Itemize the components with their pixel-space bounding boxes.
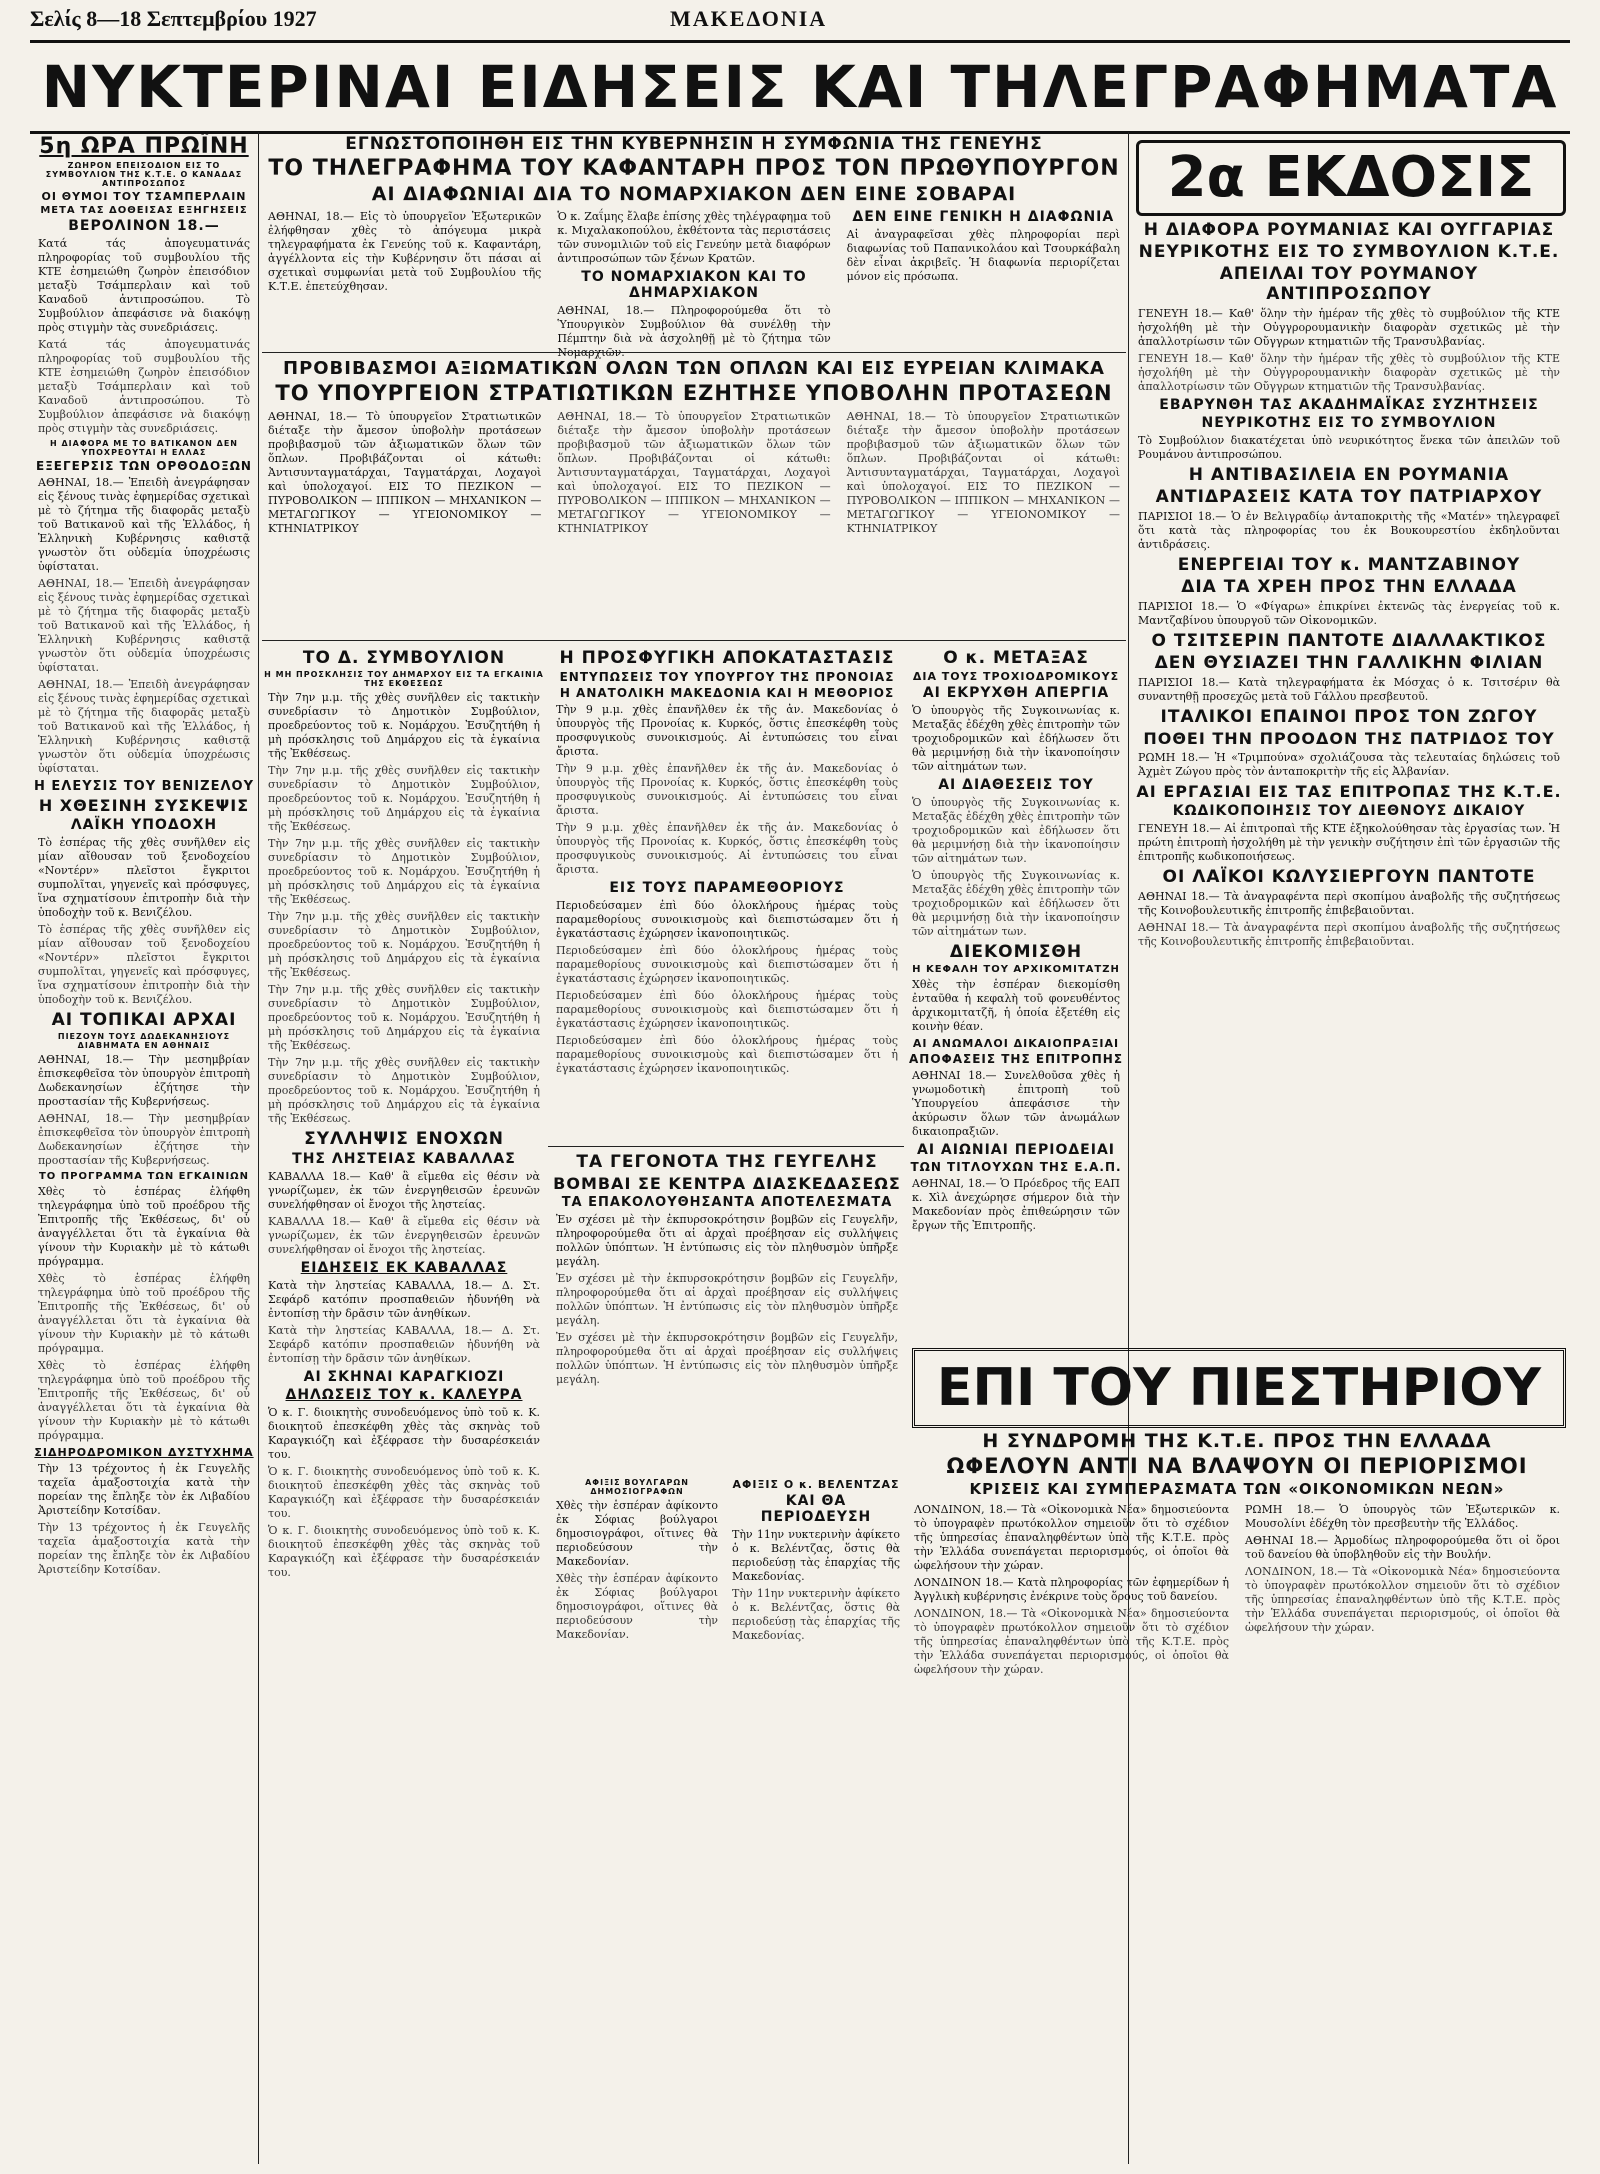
refugee-story: [552, 646, 902, 1142]
subheadline: ΑΝΤΙΔΡΑΣΕΙΣ ΚΑΤΑ ΤΟΥ ΠΑΤΡΙΑΡΧΟΥ: [1155, 487, 1543, 507]
headline: Η ΔΙΑΦΟΡΑ ΜΕ ΤΟ ΒΑΤΙΚΑΝΟΝ ΔΕΝ ΥΠΟΧΡΕΟΥΤΑΙ Η ΕΛΛΑΣ: [50, 439, 238, 457]
article-text: Ὁ ὑπουργὸς τῆς Συγκοινωνίας κ. Μεταξᾶς ἐδέχθη χθὲς ἐπιτροπὴν τῶν τροχιοδρομικῶν καὶ ἐδήλωσεν ὅτι θὰ μεριμνήσῃ διὰ τὴν ἱκανοποίησιν τῶν αἰτημάτων των.: [912, 869, 1120, 938]
article-text: Τὴν 11ην νυκτερινὴν ἀφίκετο ὁ κ. Βελέντζας, ὅστις θὰ περιοδεύσῃ τὰς ἐπαρχίας τῆς Μακεδονίας.: [732, 1587, 900, 1642]
headline: ΑΙ ΤΟΠΙΚΑΙ ΑΡΧΑΙ: [51, 1010, 237, 1030]
article-text: ΠΑΡΙΣΙΟΙ 18.— Κατὰ τηλεγραφήματα ἐκ Μόσχας ὁ κ. Τσιτσέριν θὰ συναντηθῇ προσεχῶς μετὰ τοῦ Γάλλου πρεσβευτοῦ.: [1138, 676, 1560, 703]
headline: ΔΙΕΚΟΜΙΣΘΗ: [949, 942, 1083, 962]
article-text: ΑΘΗΝΑΙ, 18.— Ὁ Πρόεδρος τῆς ΕΑΠ κ. Χὶλ ἀνεχώρησε σήμερον διὰ τὴν Μακεδονίαν πρὸς ἐπιθεώρησιν τῶν ἔργων τῆς Ἐπιτροπῆς.: [912, 1177, 1120, 1232]
subheadline: ΔΗΛΩΣΕΙΣ ΤΟΥ κ. ΚΑΛΕΥΡΑ: [285, 1387, 523, 1403]
article-text: ΑΘΗΝΑΙ, 18.— Τὸ ὑπουργεῖον Στρατιωτικῶν διέταξε τὴν ἄμεσον ὑποβολὴν προτάσεων προβιβασμοῦ τῶν ἀξιωματικῶν ὅλων τῶν ὅπλων. Προβιβάζονται οἱ κάτωθι: Ἀντισυνταγματάρχαι, Ταγματάρχαι, Λοχαγοὶ καὶ ὑπολοχαγοί. ΕΙΣ ΤΟ ΠΕΖΙΚΟΝ — ΠΥΡΟΒΟΛΙΚΟΝ — ΙΠΠΙΚΟΝ — ΜΗΧΑΝΙΚΟΝ — ΜΕΤΑΓΩΓΙΚΟΥ — ΥΓΕΙΟΝΟΜΙΚΟΥ — ΚΤΗΝΙΑΤΡΙΚΟΥ: [557, 410, 831, 535]
subheadline: ΕΒΑΡΥΝΘΗ ΤΑΣ ΑΚΑΔΗΜΑΪΚΑΣ ΣΥΖΗΤΗΣΕΙΣ: [1159, 397, 1539, 413]
article-text: ΑΘΗΝΑΙ 18.— Ἀρμοδίως πληροφορούμεθα ὅτι οἱ ὅροι τοῦ δανείου θὰ ὑποβληθοῦν εἰς τὴν Βουλήν.: [1245, 1534, 1560, 1561]
subheadline: ΔΕΝ ΕΙΝΕ ΓΕΝΙΚΗ Η ΔΙΑΦΩΝΙΑ: [852, 209, 1115, 225]
article-text: Τὴν 13 τρέχοντος ἡ ἐκ Γευγελῆς ταχεῖα ἀμαξοστοιχία κατὰ τὴν πορείαν της ἔπληξε τὸν ἐκ Λιβαδίου Ἀριστείδην Κοτσίδαν.: [38, 1521, 250, 1576]
article-text: Ὁ κ. Ζαΐμης ἔλαβε ἐπίσης χθὲς τηλέγραφημα τοῦ κ. Μιχαλακοπούλου, ἐκθέτοντα τὰς περιστάσεις τῶν συνομιλιῶν τοῦ εἰς Γενεύην μετὰ διαφόρων ἀντιπροσώπων τῶν ξένων Κρατῶν.: [557, 210, 831, 265]
article-text: Τὴν 7ην μ.μ. τῆς χθὲς συνῆλθεν εἰς τακτικὴν συνεδρίασιν τὸ Δημοτικὸν Συμβούλιον, προεδρεύοντος τοῦ κ. Νομάρχου. Ἐσυζητήθη ἡ μὴ πρόσκλησις τοῦ Δημάρχου εἰς τὰ ἐγκαίνια τῆς Ἐκθέσεως.: [268, 691, 540, 760]
article-columns: [264, 407, 1124, 539]
subheadline: Η ΚΕΦΑΛΗ ΤΟΥ ΑΡΧΙΚΟΜΙΤΑΤΖΗ: [912, 964, 1120, 975]
velentzas-story: [728, 1476, 904, 2166]
article-text: Τὴν 7ην μ.μ. τῆς χθὲς συνῆλθεν εἰς τακτικὴν συνεδρίασιν τὸ Δημοτικὸν Συμβούλιον, προεδρεύοντος τοῦ κ. Νομάρχου. Ἐσυζητήθη ἡ μὴ πρόσκλησις τοῦ Δημάρχου εἰς τὰ ἐγκαίνια τῆς Ἐκθέσεως.: [268, 764, 540, 833]
article-text: ΛΟΝΔΙΝΟΝ, 18.— Τὰ «Οἰκονομικὰ Νέα» δημοσιεύοντα τὸ ὑπογραφὲν πρωτόκολλον σημειοῦν ὅτι τὸ σχέδιον τῆς ὑπηρεσίας ἐπαναληφθέντων ὑπὸ τῆς Κ.Τ.Ε. πρὸς τὴν Ἑλλάδα συνεπάγεται περιορισμούς, οἱ ὁποῖοι θὰ ὠφελήσουν τὴν χώραν.: [914, 1503, 1229, 1572]
article-text: Χθὲς τὸ ἑσπέρας ἐλήφθη τηλεγράφημα ὑπὸ τοῦ προέδρου τῆς Ἐπιτροπῆς τῆς Ἐκθέσεως, δι' οὗ ἀναγγέλλεται ὅτι τὰ ἐγκαίνια θὰ γίνουν τὴν Κυριακὴν μὲ τὸ κάτωθι πρόγραμμα.: [38, 1359, 250, 1442]
subheadline: Η ΜΗ ΠΡΟΣΚΛΗΣΙΣ ΤΟΥ ΔΗΜΑΡΧΟΥ ΕΙΣ ΤΑ ΕΓΚΑΙΝΙΑ ΤΗΣ ΕΚΘΕΣΕΩΣ: [264, 670, 544, 688]
article-text: Χθὲς τὴν ἑσπέραν ἀφίκοντο ἐκ Σόφιας βούλγαροι δημοσιογράφοι, οἵτινες θὰ περιοδεύσουν τὴν Μακεδονίαν.: [556, 1572, 718, 1641]
left-column: [34, 132, 254, 2164]
subheadline: Η ΑΝΑΤΟΛΙΚΗ ΜΑΚΕΔΟΝΙΑ ΚΑΙ Η ΜΕΘΟΡΙΟΣ: [559, 686, 895, 700]
subheadline: ΝΕΥΡΙΚΟΤΗΣ ΕΙΣ ΤΟ ΣΥΜΒΟΥΛΙΟΝ Κ.Τ.Ε.: [1138, 242, 1560, 262]
headline: 5η ΩΡΑ ΠΡΩΪΝΗ: [39, 134, 249, 159]
article-text: ΑΘΗΝΑΙ, 18.— Ἐπειδὴ ἀνεγράφησαν εἰς ξένους τινὰς ἐφημερίδας σχετικαὶ μὲ τὸ ζήτημα τῆς διαφορᾶς μεταξὺ τοῦ Βατικανοῦ καὶ τῆς Ἑλλάδος, ἡ Ἑλληνικὴ Κυβέρνησις καθιστᾷ γνωστὸν ὅτι οὐδεμία ὑποχρέωσις ὑφίσταται.: [38, 476, 250, 573]
paper-name: ΜΑΚΕΔΟΝΙΑ: [670, 6, 828, 31]
subheadline: ΟΙ ΘΥΜΟΙ ΤΟΥ ΤΣΑΜΠΕΡΛΑΙΝ: [41, 190, 247, 203]
article-text: ΡΩΜΗ 18.— Ἡ «Τριμπούνα» σχολιάζουσα τὰς τελευταίας δηλώσεις τοῦ Ἀχμὲτ Ζώγου πρὸς τὸν ἀνταποκριτὴν τῆς εἰς Ἀλβανίαν.: [1138, 751, 1560, 778]
article-text: ΑΘΗΝΑΙ, 18.— Ἐπειδὴ ἀνεγράφησαν εἰς ξένους τινὰς ἐφημερίδας σχετικαὶ μὲ τὸ ζήτημα τῆς διαφορᾶς μεταξὺ τοῦ Βατικανοῦ καὶ τῆς Ἑλλάδος, ἡ Ἑλληνικὴ Κυβέρνησις καθιστᾷ γνωστὸν ὅτι οὐδεμία ὑποχρέωσις ὑφίσταται.: [38, 577, 250, 674]
subheadline: ΔΙΑ ΤΟΥΣ ΤΡΟΧΙΟΔΡΟΜΙΚΟΥΣ: [912, 670, 1120, 683]
headline: ΤΟ ΥΠΟΥΡΓΕΙΟΝ ΣΤΡΑΤΙΩΤΙΚΩΝ ΕΖΗΤΗΣΕ ΥΠΟΒΟΛΗΝ ΠΡΟΤΑΣΕΩΝ: [275, 381, 1113, 405]
headline: ΑΙ ΣΚΗΝΑΙ ΚΑΡΑΓΚΙΟΖΙ: [303, 1369, 505, 1385]
subheadline: ΤΟ ΝΟΜΑΡΧΙΑΚΟΝ ΚΑΙ ΤΟ ΔΗΜΑΡΧΙΑΚΟΝ: [581, 269, 807, 301]
article-text: ΑΘΗΝΑΙ 18.— Τὰ ἀναγραφέντα περὶ σκοπίμου ἀναβολῆς τῆς συζητήσεως τῆς Κοινοβουλευτικῆς ἐπιτροπῆς ἐπιβεβαιοῦνται.: [1138, 921, 1560, 948]
subheadline: ΕΙΣ ΤΟΥΣ ΠΑΡΑΜΕΘΟΡΙΟΥΣ: [609, 880, 845, 896]
article-column: [553, 407, 834, 539]
article-columns: [264, 207, 1124, 363]
article-text: Τὴν 7ην μ.μ. τῆς χθὲς συνῆλθεν εἰς τακτικὴν συνεδρίασιν τὸ Δημοτικὸν Συμβούλιον, προεδρεύοντος τοῦ κ. Νομάρχου. Ἐσυζητήθη ἡ μὴ πρόσκλησις τοῦ Δημάρχου εἰς τὰ ἐγκαίνια τῆς Ἐκθέσεως.: [268, 1056, 540, 1125]
article-column: [553, 207, 834, 363]
headline: ΕΝΕΡΓΕΙΑΙ ΤΟΥ κ. ΜΑΝΤΖΑΒΙΝΟΥ: [1177, 555, 1521, 575]
headline: ΑΦΙΞΙΣ ΒΟΥΛΓΑΡΩΝ ΔΗΜΟΣΙΟΓΡΑΦΩΝ: [585, 1478, 689, 1496]
headline: ΤΟ ΠΡΟΓΡΑΜΜΑ ΤΩΝ ΕΓΚΑΙΝΙΩΝ: [38, 1171, 250, 1182]
headline: Η ΑΝΤΙΒΑΣΙΛΕΙΑ ΕΝ ΡΟΥΜΑΝΙΑ: [1188, 465, 1510, 485]
article-text: Περιοδεύσαμεν ἐπὶ δύο ὁλοκλήρους ἡμέρας τοὺς παραμεθορίους συνοικισμοὺς καὶ διεπιστώσαμεν ὅτι ἡ ἐγκατάστασις ἐχώρησεν ἱκανοποιητικῶς.: [556, 1034, 898, 1075]
article-text: Ἐν σχέσει μὲ τὴν ἐκπυρσοκρότησιν βομβῶν εἰς Γευγελῆν, πληροφορούμεθα ὅτι αἱ ἀρχαὶ προέβησαν εἰς συλλήψεις πολλῶν ὑπόπτων. Ἡ ἐντύπωσις εἰς τὸν πληθυσμὸν ὑπῆρξε μεγάλη.: [556, 1272, 898, 1327]
subheadline: ΑΠΕΙΛΑΙ ΤΟΥ ΡΟΥΜΑΝΟΥ ΑΝΤΙΠΡΟΣΩΠΟΥ: [1219, 264, 1479, 304]
article-text: Περιοδεύσαμεν ἐπὶ δύο ὁλοκλήρους ἡμέρας τοὺς παραμεθορίους συνοικισμοὺς καὶ διεπιστώσαμεν ὅτι ἡ ἐγκατάστασις ἐχώρησεν ἱκανοποιητικῶς.: [556, 899, 898, 940]
article-text: Τὴν 13 τρέχοντος ἡ ἐκ Γευγελῆς ταχεῖα ἀμαξοστοιχία κατὰ τὴν πορείαν της ἔπληξε τὸν ἐκ Λιβαδίου Ἀριστείδην Κοτσίδαν.: [38, 1462, 250, 1517]
article-text: Τὴν 11ην νυκτερινὴν ἀφίκετο ὁ κ. Βελέντζας, ὅστις θὰ περιοδεύσῃ τὰς ἐπαρχίας τῆς Μακεδονίας.: [732, 1528, 900, 1583]
article-text: Ὁ ὑπουργὸς τῆς Συγκοινωνίας κ. Μεταξᾶς ἐδέχθη χθὲς ἐπιτροπὴν τῶν τροχιοδρομικῶν καὶ ἐδήλωσεν ὅτι θὰ μεριμνήσῃ διὰ τὴν ἱκανοποίησιν τῶν αἰτημάτων των.: [912, 704, 1120, 773]
headline: ΤΟ Δ. ΣΥΜΒΟΥΛΙΟΝ: [302, 648, 506, 668]
article-text: Ὁ κ. Γ. διοικητὴς συνοδευόμενος ὑπὸ τοῦ κ. Κ. διοικητοῦ ἐπεσκέφθη χθὲς τὰς σκηνὰς τοῦ Καραγκιόζη καὶ ἐξέφρασε τὴν δυσαρέσκειάν του.: [268, 1406, 540, 1461]
headline: Η ΠΡΟΣΦΥΓΙΚΗ ΑΠΟΚΑΤΑΣΤΑΣΙΣ: [559, 648, 895, 668]
press-box: ΕΠΙ ΤΟΥ ΠΙΕΣΤΗΡΙΟΥ: [912, 1348, 1566, 1428]
article-text: Τὴν 9 μ.μ. χθὲς ἐπανῆλθεν ἐκ τῆς ἀν. Μακεδονίας ὁ ὑπουργὸς τῆς Προνοίας κ. Κυρκός, ὅστις ἐπεσκέφθη τοὺς προσφυγικοὺς συνοικισμούς. Αἱ ἐντυπώσεις του εἶναι ἄριστα.: [556, 762, 898, 817]
article-text: Περιοδεύσαμεν ἐπὶ δύο ὁλοκλήρους ἡμέρας τοὺς παραμεθορίους συνοικισμοὺς καὶ διεπιστώσαμεν ὅτι ἡ ἐγκατάστασις ἐχώρησεν ἱκανοποιητικῶς.: [556, 989, 898, 1030]
subheadline: ΠΙΕΖΟΥΝ ΤΟΥΣ ΔΩΔΕΚΑΝΗΣΙΟΥΣ ΔΙΑΒΗΜΑΤΑ ΕΝ ΑΘΗΝΑΙΣ: [57, 1032, 231, 1050]
section-rule: [262, 640, 1126, 641]
section-rule: [262, 352, 1126, 353]
subheadline: ΑΙ ΔΙΑΘΕΣΕΙΣ ΤΟΥ: [938, 777, 1094, 793]
article-column: [264, 407, 545, 539]
headline: Η ΣΥΝΔΡΟΜΗ ΤΗΣ Κ.Τ.Ε. ΠΡΟΣ ΤΗΝ ΕΛΛΑΔΑ: [982, 1430, 1492, 1452]
headline: ΑΙ ΕΡΓΑΣΙΑΙ ΕΙΣ ΤΑΣ ΕΠΙΤΡΟΠΑΣ ΤΗΣ Κ.Τ.Ε.: [1136, 782, 1562, 801]
article-text: Κατὰ τὴν ληστείας ΚΑΒΑΛΛΑ, 18.— Δ. Στ. Σεφάρδ κατόπιν προσπαθειῶν ἠδυνήθη νὰ ἐντοπίσῃ τὴν δρᾶσιν τῶν ἀνηθίκων.: [268, 1324, 540, 1365]
subheadline: ΚΑΙ ΘΑ ΠΕΡΙΟΔΕΥΣΗ: [760, 1493, 872, 1525]
article-column: [264, 207, 545, 363]
headline: ΕΙΔΗΣΕΙΣ ΕΚ ΚΑΒΑΛΛΑΣ: [300, 1260, 508, 1276]
article-text: Τὸ ἑσπέρας τῆς χθὲς συνῆλθεν εἰς μίαν αἴθουσαν τοῦ ξενοδοχείου «Νοντέρν» πλεῖστοι ἔγκριτοι συμπολῖται, γηγενεῖς καὶ πρόσφυγες, ἵνα σχηματίσουν ἐπιτροπὴν διὰ τὴν ὑποδοχὴν τοῦ κ. Βενιζέλου.: [38, 836, 250, 919]
article-text: Τὸ Συμβούλιον διακατέχεται ὑπὸ νευρικότητος ἕνεκα τῶν ἀπειλῶν τοῦ Ρουμάνου ἀντιπροσώπου.: [1138, 434, 1560, 461]
subheadline: ΕΝΤΥΠΩΣΕΙΣ ΤΟΥ ΥΠΟΥΡΓΟΥ ΤΗΣ ΠΡΟΝΟΙΑΣ: [559, 670, 895, 684]
gevgeli-story: [552, 1150, 902, 1470]
article-text: Ὁ κ. Γ. διοικητὴς συνοδευόμενος ὑπὸ τοῦ κ. Κ. διοικητοῦ ἐπεσκέφθη χθὲς τὰς σκηνὰς τοῦ Καραγκιόζη καὶ ἐξέφρασε τὴν δυσαρέσκειάν του.: [268, 1465, 540, 1520]
article-text: Χθὲς τὴν ἑσπέραν διεκομίσθη ἐνταῦθα ἡ κεφαλὴ τοῦ φονευθέντος ἀρχικομιτατζῆ, ἡ ὁποία ἐξετέθη εἰς κοινὴν θέαν.: [912, 978, 1120, 1033]
subheadline: ΔΙΑ ΤΑ ΧΡΕΗ ΠΡΟΣ ΤΗΝ ΕΛΛΑΔΑ: [1181, 577, 1517, 597]
article-text: Χθὲς τὸ ἑσπέρας ἐλήφθη τηλεγράφημα ὑπὸ τοῦ προέδρου τῆς Ἐπιτροπῆς τῆς Ἐκθέσεως, δι' οὗ ἀναγγέλλεται ὅτι τὰ ἐγκαίνια θὰ γίνουν τὴν Κυριακὴν μὲ τὸ κάτωθι πρόγραμμα.: [38, 1272, 250, 1355]
article-text: Ὁ κ. Γ. διοικητὴς συνοδευόμενος ὑπὸ τοῦ κ. Κ. διοικητοῦ ἐπεσκέφθη χθὲς τὰς σκηνὰς τοῦ Καραγκιόζη καὶ ἐξέφρασε τὴν δυσαρέσκειάν του.: [268, 1524, 540, 1579]
article-text: Περιοδεύσαμεν ἐπὶ δύο ὁλοκλήρους ἡμέρας τοὺς παραμεθορίους συνοικισμοὺς καὶ διεπιστώσαμεν ὅτι ἡ ἐγκατάστασις ἐχώρησεν ἱκανοποιητικῶς.: [556, 944, 898, 985]
headline: ΑΙ ΑΝΩΜΑΛΟΙ ΔΙΚΑΙΟΠΡΑΞΙΑΙ: [912, 1037, 1120, 1050]
journalists-story: [552, 1476, 722, 2166]
article-text: Κατά τάς ἀπογευματινάς πληροφορίας τοῦ συμβουλίου τῆς ΚΤΕ ἐσημειώθη ζωηρὸν ἐπεισόδιον μεταξὺ Τσάμπερλαιν καὶ τοῦ Καναδοῦ ἀντιπροσώπου. Τὸ Συμβούλιον ἀπεφάσισε νὰ διακόψῃ πρὸς στιγμὴν τὰς συνεδριάσεις.: [38, 338, 250, 435]
middle-right-column: [908, 646, 1124, 1346]
subheadline: ΒΟΜΒΑΙ ΣΕ ΚΕΝΤΡΑ ΔΙΑΣΚΕΔΑΣΕΩΣ: [553, 1174, 901, 1193]
headline: ΤΟ ΤΗΛΕΓΡΑΦΗΜΑ ΤΟΥ ΚΑΦΑΝΤΑΡΗ ΠΡΟΣ ΤΟΝ ΠΡΩΘΥΠΟΥΡΓΟΝ: [268, 156, 1120, 181]
article-text: Τὸ ἑσπέρας τῆς χθὲς συνῆλθεν εἰς μίαν αἴθουσαν τοῦ ξενοδοχείου «Νοντέρν» πλεῖστοι ἔγκριτοι συμπολῖται, γηγενεῖς καὶ πρόσφυγες, ἵνα σχηματίσουν ἐπιτροπὴν διὰ τὴν ὑποδοχὴν τοῦ κ. Βενιζέλου.: [38, 923, 250, 1006]
article-columns: [910, 1500, 1564, 1680]
subheadline: ΜΕΤΑ ΤΑΣ ΔΟΘΕΙΣΑΣ ΕΞΗΓΗΣΕΙΣ: [40, 205, 248, 216]
subheadline: Η ΧΘΕΣΙΝΗ ΣΥΣΚΕΨΙΣ: [38, 796, 250, 815]
article-text: Τὴν 9 μ.μ. χθὲς ἐπανῆλθεν ἐκ τῆς ἀν. Μακεδονίας ὁ ὑπουργὸς τῆς Προνοίας κ. Κυρκός, ὅστις ἐπεσκέφθη τοὺς προσφυγικοὺς συνοικισμούς. Αἱ ἐντυπώσεις του εἶναι ἄριστα.: [556, 703, 898, 758]
subheadline: ΕΞΕΓΕΡΣΙΣ ΤΩΝ ΟΡΘΟΔΟΞΩΝ: [36, 459, 252, 473]
article-text: Τὴν 7ην μ.μ. τῆς χθὲς συνῆλθεν εἰς τακτικὴν συνεδρίασιν τὸ Δημοτικὸν Συμβούλιον, προεδρεύοντος τοῦ κ. Νομάρχου. Ἐσυζητήθη ἡ μὴ πρόσκλησις τοῦ Δημάρχου εἰς τὰ ἐγκαίνια τῆς Ἐκθέσεως.: [268, 837, 540, 906]
column-rule: [258, 132, 259, 2164]
issue-date: Σελίς 8—18 Σεπτεμβρίου 1927: [30, 6, 317, 31]
subheadline: ΑΠΟΦΑΣΕΙΣ ΤΗΣ ΕΠΙΤΡΟΠΗΣ: [908, 1052, 1124, 1066]
article-text: ΓΕΝΕΥΗ 18.— Καθ' ὅλην τὴν ἡμέραν τῆς χθὲς τὸ συμβούλιον τῆς ΚΤΕ ἠσχολήθη μὲ τὴν Οὐγγρορουμανικὴν διαφορὰν σχετικῶς μὲ τὴν ἀπαλλοτρίωσιν τῶν Οὔγγρων κτηματιῶν τῆς Τρανσυλβανίας.: [1138, 352, 1560, 393]
main-story: [264, 132, 1124, 359]
edition-box: 2α ΕΚΔΟΣΙΣ: [1136, 140, 1566, 216]
subheadline: ΛΑΪΚΗ ΥΠΟΔΟΧΗ: [70, 817, 218, 833]
article-text: ΑΘΗΝΑΙ, 18.— Τὸ ὑπουργεῖον Στρατιωτικῶν διέταξε τὴν ἄμεσον ὑποβολὴν προτάσεων προβιβασμοῦ τῶν ἀξιωματικῶν ὅλων τῶν ὅπλων. Προβιβάζονται οἱ κάτωθι: Ἀντισυνταγματάρχαι, Ταγματάρχαι, Λοχαγοὶ καὶ ὑπολοχαγοί. ΕΙΣ ΤΟ ΠΕΖΙΚΟΝ — ΠΥΡΟΒΟΛΙΚΟΝ — ΙΠΠΙΚΟΝ — ΜΗΧΑΝΙΚΟΝ — ΜΕΤΑΓΩΓΙΚΟΥ — ΥΓΕΙΟΝΟΜΙΚΟΥ — ΚΤΗΝΙΑΤΡΙΚΟΥ: [268, 410, 542, 535]
subheadline: ΔΕΝ ΘΥΣΙΑΖΕΙ ΤΗΝ ΓΑΛΛΙΚΗΝ ΦΙΛΙΑΝ: [1154, 653, 1544, 673]
subheadline: ΤΩΝ ΤΙΤΛΟΥΧΩΝ ΤΗΣ Ε.Α.Π.: [910, 1160, 1122, 1174]
headline: ΕΓΝΩΣΤΟΠΟΙΗΘΗ ΕΙΣ ΤΗΝ ΚΥΒΕΡΝΗΣΙΝ Η ΣΥΜΦΩΝΙΑ ΤΗΣ ΓΕΝΕΥΗΣ: [345, 134, 1043, 154]
article-text: Τὴν 9 μ.μ. χθὲς ἐπανῆλθεν ἐκ τῆς ἀν. Μακεδονίας ὁ ὑπουργὸς τῆς Προνοίας κ. Κυρκός, ὅστις ἐπεσκέφθη τοὺς προσφυγικοὺς συνοικισμούς. Αἱ ἐντυπώσεις του εἶναι ἄριστα.: [556, 821, 898, 876]
article-text: ΓΕΝΕΥΗ 18.— Καθ' ὅλην τὴν ἡμέραν τῆς χθὲς τὸ συμβούλιον τῆς ΚΤΕ ἠσχολήθη μὲ τὴν Οὐγγρορουμανικὴν διαφορὰν σχετικῶς μὲ τὴν ἀπαλλοτρίωσιν τῶν Οὔγγρων κτηματιῶν τῆς Τρανσυλβανίας.: [1138, 307, 1560, 348]
article-text: ΚΑΒΑΛΛΑ 18.— Καθ' ἃ εἴμεθα εἰς θέσιν νὰ γνωρίζωμεν, ἐκ τῶν ἐνεργηθεισῶν ἐρευνῶν συνελήφθησαν οἱ ἔνοχοι τῆς ληστείας.: [268, 1215, 540, 1256]
subheadline: ΠΟΘΕΙ ΤΗΝ ΠΡΟΟΔΟΝ ΤΗΣ ΠΑΤΡΙΔΟΣ ΤΟΥ: [1143, 729, 1555, 748]
headline: ΣΥΛΛΗΨΙΣ ΕΝΟΧΩΝ: [304, 1129, 504, 1149]
middle-left-column: [264, 646, 544, 1579]
headline: ΠΡΟΒΙΒΑΣΜΟΙ ΑΞΙΩΜΑΤΙΚΩΝ ΟΛΩΝ ΤΩΝ ΟΠΛΩΝ ΚΑΙ ΕΙΣ ΕΥΡΕΙΑΝ ΚΛΙΜΑΚΑ: [283, 358, 1105, 379]
article-text: Ὁ ὑπουργὸς τῆς Συγκοινωνίας κ. Μεταξᾶς ἐδέχθη χθὲς ἐπιτροπὴν τῶν τροχιοδρομικῶν καὶ ἐδήλωσεν ὅτι θὰ μεριμνήσῃ διὰ τὴν ἱκανοποίησιν τῶν αἰτημάτων των.: [912, 796, 1120, 865]
masthead-title: ΝΥΚΤΕΡΙΝΑΙ ΕΙΔΗΣΕΙΣ ΚΑΙ ΤΗΛΕΓΡΑΦΗΜΑΤΑ: [30, 40, 1570, 134]
article-text: Ἐν σχέσει μὲ τὴν ἐκπυρσοκρότησιν βομβῶν εἰς Γευγελῆν, πληροφορούμεθα ὅτι αἱ ἀρχαὶ προέβησαν εἰς συλλήψεις πολλῶν ὑπόπτων. Ἡ ἐντύπωσις εἰς τὸν πληθυσμὸν ὑπῆρξε μεγάλη.: [556, 1213, 898, 1268]
right-column: [1134, 218, 1564, 1338]
subheadline: ΝΕΥΡΙΚΟΤΗΣ ΕΙΣ ΤΟ ΣΥΜΒΟΥΛΙΟΝ: [1201, 415, 1497, 431]
top-line: [30, 6, 1570, 34]
subheadline: ΚΡΙΣΕΙΣ ΚΑΙ ΣΥΜΠΕΡΑΣΜΑΤΑ ΤΩΝ «ΟΙΚΟΝΟΜΙΚΩΝ ΝΕΩΝ»: [969, 1480, 1505, 1498]
article-text: ΛΟΝΔΙΝΟΝ, 18.— Τὰ «Οἰκονομικὰ Νέα» δημοσιεύοντα τὸ ὑπογραφὲν πρωτόκολλον σημειοῦν ὅτι τὸ σχέδιον τῆς ὑπηρεσίας ἐπαναληφθέντων ὑπὸ τῆς Κ.Τ.Ε. πρὸς τὴν Ἑλλάδα συνεπάγεται περιορισμούς, οἱ ὁποῖοι θὰ ὠφελήσουν τὴν χώραν.: [1245, 1565, 1560, 1634]
section-rule: [548, 1146, 904, 1147]
headline: ΟΙ ΛΑΪΚΟΙ ΚΩΛΥΣΙΕΡΓΟΥΝ ΠΑΝΤΟΤΕ: [1162, 867, 1536, 887]
article-text: Τὴν 7ην μ.μ. τῆς χθὲς συνῆλθεν εἰς τακτικὴν συνεδρίασιν τὸ Δημοτικὸν Συμβούλιον, προεδρεύοντος τοῦ κ. Νομάρχου. Ἐσυζητήθη ἡ μὴ πρόσκλησις τοῦ Δημάρχου εἰς τὰ ἐγκαίνια τῆς Ἐκθέσεως.: [268, 910, 540, 979]
article-text: ΠΑΡΙΣΙΟΙ 18.— Ὁ «Φίγαρω» ἐπικρίνει ἐκτενῶς τὰς ἐνεργείας τοῦ κ. Μαντζαβίνου ὑπουργοῦ τῶν Οἰκονομικῶν.: [1138, 600, 1560, 627]
article-text: ΓΕΝΕΥΗ 18.— Αἱ ἐπιτροπαὶ τῆς ΚΤΕ ἐξηκολούθησαν τὰς ἐργασίας των. Ἡ πρώτη ἐπιτροπὴ ἠσχολήθη μὲ τὴν γενικὴν συζήτησιν ἐπὶ τῶν ἐργασιῶν τῆς ἐπιτροπῆς κωδικοποιήσεως.: [1138, 822, 1560, 863]
article-text: ΑΘΗΝΑΙ, 18.— Ἐπειδὴ ἀνεγράφησαν εἰς ξένους τινὰς ἐφημερίδας σχετικαὶ μὲ τὸ ζήτημα τῆς διαφορᾶς μεταξὺ τοῦ Βατικανοῦ καὶ τῆς Ἑλλάδος, ἡ Ἑλληνικὴ Κυβέρνησις καθιστᾷ γνωστὸν ὅτι οὐδεμία ὑποχρέωσις ὑφίσταται.: [38, 678, 250, 775]
subheadline: ΤΗΣ ΛΗΣΤΕΙΑΣ ΚΑΒΑΛΛΑΣ: [292, 1151, 516, 1167]
article-text: ΠΑΡΙΣΙΟΙ 18.— Ὁ ἐν Βελιγραδίῳ ἀνταποκριτὴς τῆς «Ματέν» τηλεγραφεῖ ὅτι κατὰ τὰς πληροφορίας του ἐκ Βουκουρεστίου ἐκδηλοῦνται ἀντιδράσεις.: [1138, 510, 1560, 551]
article-text: Τὴν 7ην μ.μ. τῆς χθὲς συνῆλθεν εἰς τακτικὴν συνεδρίασιν τὸ Δημοτικὸν Συμβούλιον, προεδρεύοντος τοῦ κ. Νομάρχου. Ἐσυζητήθη ἡ μὴ πρόσκλησις τοῦ Δημάρχου εἰς τὰ ἐγκαίνια τῆς Ἐκθέσεως.: [268, 983, 540, 1052]
article-text: Χθὲς τὸ ἑσπέρας ἐλήφθη τηλεγράφημα ὑπὸ τοῦ προέδρου τῆς Ἐπιτροπῆς τῆς Ἐκθέσεως, δι' οὗ ἀναγγέλλεται ὅτι τὰ ἐγκαίνια θὰ γίνουν τὴν Κυριακὴν μὲ τὸ κάτωθι πρόγραμμα.: [38, 1185, 250, 1268]
headline: ΑΦΙΞΙΣ Ο κ. ΒΕΛΕΝΤΖΑΣ: [732, 1478, 900, 1491]
press-story: [910, 1428, 1564, 2164]
subheadline: ΑΙ ΕΚΡΥΧΘΗ ΑΠΕΡΓΙΑ: [922, 685, 1110, 701]
article-text: Ἐν σχέσει μὲ τὴν ἐκπυρσοκρότησιν βομβῶν εἰς Γευγελῆν, πληροφορούμεθα ὅτι αἱ ἀρχαὶ προέβησαν εἰς συλλήψεις πολλῶν ὑπόπτων. Ἡ ἐντύπωσις εἰς τὸν πληθυσμὸν ὑπῆρξε μεγάλη.: [556, 1331, 898, 1386]
headline: ΤΑ ΓΕΓΟΝΟΤΑ ΤΗΣ ΓΕΥΓΕΛΗΣ: [576, 1152, 878, 1172]
subheadline: ΤΑ ΕΠΑΚΟΛΟΥΘΗΣΑΝΤΑ ΑΠΟΤΕΛΕΣΜΑΤΑ: [561, 1195, 893, 1210]
article-text: ΑΘΗΝΑΙ, 18.— Εἰς τὸ ὑπουργεῖον Ἐξωτερικῶν ἐλήφθησαν χθὲς τὸ ἀπόγευμα μικρὰ τηλεγραφήματα ἐκ Γενεύης τοῦ κ. Καφαντάρη, ἀγγέλλοντα εἰς τὴν Κυβέρνησιν ὅτι πάσαι αἱ σχετικαὶ συμφωνίαι μετὰ τοῦ Συμβουλίου τῆς Κ.Τ.Ε. ἐπετεύχθησαν.: [268, 210, 542, 293]
headline: Η ΕΛΕΥΣΙΣ ΤΟΥ ΒΕΝΙΖΕΛΟΥ: [34, 779, 254, 794]
article-text: Κατά τάς ἀπογευματινάς πληροφορίας τοῦ συμβουλίου τῆς ΚΤΕ ἐσημειώθη ζωηρὸν ἐπεισόδιον μεταξὺ Τσάμπερλαιν καὶ τοῦ Καναδοῦ ἀντιπροσώπου. Τὸ Συμβούλιον ἀπεφάσισε νὰ διακόψῃ πρὸς στιγμὴν τὰς συνεδριάσεις.: [38, 237, 250, 334]
article-text: Κατὰ τὴν ληστείας ΚΑΒΑΛΛΑ, 18.— Δ. Στ. Σεφάρδ κατόπιν προσπαθειῶν ἠδυνήθη νὰ ἐντοπίσῃ τὴν δρᾶσιν τῶν ἀνηθίκων.: [268, 1279, 540, 1320]
promotions-story: [264, 356, 1124, 638]
headline: Ο ΤΣΙΤΣΕΡΙΝ ΠΑΝΤΟΤΕ ΔΙΑΛΛΑΚΤΙΚΟΣ: [1151, 631, 1547, 651]
article-text: Αἱ ἀναγραφεῖσαι χθὲς πληροφορίαι περὶ διαφωνίας τοῦ Παπανικολάου καὶ Τσουρκάβαλη δὲν εἶναι ἀκριβεῖς. Ἡ διαφωνία περιορίζεται μόνον εἰς πρόσωπα.: [846, 228, 1120, 283]
article-column: [843, 407, 1124, 539]
headline: Η ΔΙΑΦΟΡΑ ΡΟΥΜΑΝΙΑΣ ΚΑΙ ΟΥΓΓΑΡΙΑΣ: [1143, 220, 1555, 240]
article-column: [1241, 1500, 1564, 1680]
headline: ΑΙ ΑΙΩΝΙΑΙ ΠΕΡΙΟΔΕΙΑΙ: [916, 1142, 1115, 1158]
article-text: ΑΘΗΝΑΙ, 18.— Πληροφορούμεθα ὅτι τὸ Ὑπουργικὸν Συμβούλιον θὰ συνέλθῃ τὴν Πέμπτην διὰ νὰ ἀσχοληθῇ μὲ τὸ ζήτημα τῶν Νομαρχιῶν.: [557, 304, 831, 359]
subheadline: ΑΙ ΔΙΑΦΩΝΙΑΙ ΔΙΑ ΤΟ ΝΟΜΑΡΧΙΑΚΟΝ ΔΕΝ ΕΙΝΕ ΣΟΒΑΡΑΙ: [371, 183, 1017, 205]
dateline: ΒΕΡΟΛΙΝΟΝ 18.—: [68, 218, 220, 234]
headline: ΣΙΔΗΡΟΔΡΟΜΙΚΟΝ ΔΥΣΤΥΧΗΜΑ: [34, 1446, 254, 1459]
article-column: [910, 1500, 1233, 1680]
article-text: ΛΟΝΔΙΝΟΝ 18.— Κατὰ πληροφορίας τῶν ἐφημερίδων ἡ Ἀγγλικὴ κυβέρνησις ἐνέκρινε τοὺς ὅρους τοῦ δανείου.: [914, 1576, 1229, 1603]
article-text: ΑΘΗΝΑΙ, 18.— Τὸ ὑπουργεῖον Στρατιωτικῶν διέταξε τὴν ἄμεσον ὑποβολὴν προτάσεων προβιβασμοῦ τῶν ἀξιωματικῶν ὅλων τῶν ὅπλων. Προβιβάζονται οἱ κάτωθι: Ἀντισυνταγματάρχαι, Ταγματάρχαι, Λοχαγοὶ καὶ ὑπολοχαγοί. ΕΙΣ ΤΟ ΠΕΖΙΚΟΝ — ΠΥΡΟΒΟΛΙΚΟΝ — ΙΠΠΙΚΟΝ — ΜΗΧΑΝΙΚΟΝ — ΜΕΤΑΓΩΓΙΚΟΥ — ΥΓΕΙΟΝΟΜΙΚΟΥ — ΚΤΗΝΙΑΤΡΙΚΟΥ: [846, 410, 1120, 535]
article-column: [843, 207, 1124, 363]
article-text: ΑΘΗΝΑΙ, 18.— Τὴν μεσημβρίαν ἐπισκεφθεῖσα τὸν ὑπουργὸν ἐπιτροπὴ Δωδεκανησίων ἐζήτησε τὴν προστασίαν τῆς Κυβερνήσεως.: [38, 1112, 250, 1167]
article-text: ΑΘΗΝΑΙ 18.— Συνελθοῦσα χθὲς ἡ γνωμοδοτικὴ ἐπιτροπὴ τοῦ Ὑπουργείου ἀπεφάσισε τὴν ἀκύρωσιν ὅλων τῶν ἀνωμάλων δικαιοπραξιῶν.: [912, 1069, 1120, 1138]
article-text: ΑΘΗΝΑΙ, 18.— Τὴν μεσημβρίαν ἐπισκεφθεῖσα τὸν ὑπουργὸν ἐπιτροπὴ Δωδεκανησίων ἐζήτησε τὴν προστασίαν τῆς Κυβερνήσεως.: [38, 1053, 250, 1108]
headline: ΩΦΕΛΟΥΝ ΑΝΤΙ ΝΑ ΒΛΑΨΟΥΝ ΟΙ ΠΕΡΙΟΡΙΣΜΟΙ: [946, 1454, 1528, 1478]
subheadline: ΖΩΗΡΟΝ ΕΠΕΙΣΟΔΙΟΝ ΕΙΣ ΤΟ ΣΥΜΒΟΥΛΙΟΝ ΤΗΣ Κ.Τ.Ε. Ο ΚΑΝΑΔΑΣ ΑΝΤΙΠΡΟΣΩΠΟΣ: [45, 161, 243, 188]
article-text: ΚΑΒΑΛΛΑ 18.— Καθ' ἃ εἴμεθα εἰς θέσιν νὰ γνωρίζωμεν, ἐκ τῶν ἐνεργηθεισῶν ἐρευνῶν συνελήφθησαν οἱ ἔνοχοι τῆς ληστείας.: [268, 1170, 540, 1211]
subheadline: ΚΩΔΙΚΟΠΟΙΗΣΙΣ ΤΟΥ ΔΙΕΘΝΟΥΣ ΔΙΚΑΙΟΥ: [1172, 803, 1526, 819]
article-text: ΑΘΗΝΑΙ 18.— Τὰ ἀναγραφέντα περὶ σκοπίμου ἀναβολῆς τῆς συζητήσεως τῆς Κοινοβουλευτικῆς ἐπιτροπῆς ἐπιβεβαιοῦνται.: [1138, 890, 1560, 917]
headline: ΙΤΑΛΙΚΟΙ ΕΠΑΙΝΟΙ ΠΡΟΣ ΤΟΝ ΖΩΓΟΥ: [1160, 707, 1538, 727]
article-text: ΡΩΜΗ 18.— Ὁ ὑπουργὸς τῶν Ἐξωτερικῶν κ. Μουσολίνι ἐδέχθη τὸν πρεσβευτὴν τῆς Ἑλλάδος.: [1245, 1503, 1560, 1530]
article-text: ΛΟΝΔΙΝΟΝ, 18.— Τὰ «Οἰκονομικὰ Νέα» δημοσιεύοντα τὸ ὑπογραφὲν πρωτόκολλον σημειοῦν ὅτι τὸ σχέδιον τῆς ὑπηρεσίας ἐπαναληφθέντων ὑπὸ τῆς Κ.Τ.Ε. πρὸς τὴν Ἑλλάδα συνεπάγεται περιορισμούς, οἱ ὁποῖοι θὰ ὠφελήσουν τὴν χώραν.: [914, 1607, 1229, 1676]
headline: Ο κ. ΜΕΤΑΞΑΣ: [943, 648, 1089, 668]
article-text: Χθὲς τὴν ἑσπέραν ἀφίκοντο ἐκ Σόφιας βούλγαροι δημοσιογράφοι, οἵτινες θὰ περιοδεύσουν τὴν Μακεδονίαν.: [556, 1499, 718, 1568]
